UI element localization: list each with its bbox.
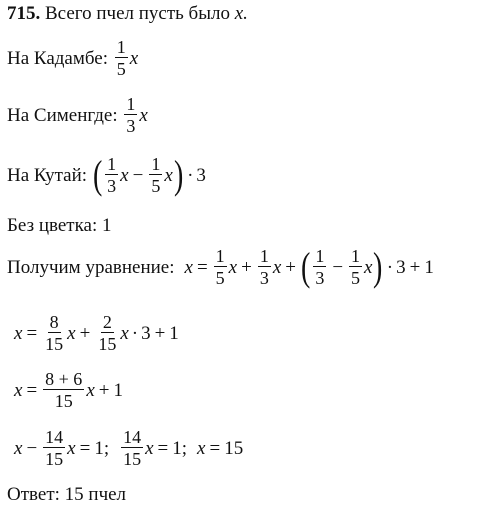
- var-x: x: [120, 164, 129, 186]
- numerator: 1: [351, 246, 361, 266]
- numerator: 8 + 6: [45, 369, 83, 389]
- fraction: [121, 428, 143, 468]
- var-x: x: [139, 104, 148, 126]
- plus-sign: +: [241, 256, 252, 278]
- kutai-line: [7, 152, 206, 197]
- fraction: [105, 155, 118, 195]
- denominator: 3: [107, 176, 117, 196]
- var-x: x: [14, 379, 23, 401]
- problem-number: 715.: [7, 3, 41, 24]
- denominator: 15: [54, 391, 73, 411]
- answer-text: Ответ: 15 пчел: [7, 484, 127, 505]
- step-3: [14, 428, 243, 468]
- var-x: x: [86, 379, 95, 401]
- var-x: x: [129, 47, 139, 69]
- fraction: [313, 247, 326, 287]
- equals-sign: =: [79, 437, 91, 459]
- denominator: 15: [123, 449, 142, 469]
- fraction: [149, 155, 162, 195]
- var-x: x: [184, 256, 193, 278]
- var-x: x: [272, 256, 282, 278]
- equals-sign: =: [26, 322, 38, 344]
- numerator: 8: [49, 312, 59, 332]
- fraction: [124, 95, 137, 135]
- times-sign: ·: [386, 256, 394, 278]
- numerator: 1: [116, 37, 126, 57]
- var-x: x: [120, 322, 129, 344]
- numerator: 2: [102, 312, 112, 332]
- fraction: [43, 370, 84, 410]
- var-x: x: [197, 437, 206, 459]
- kadamba-line: [7, 38, 138, 78]
- denominator: 5: [351, 268, 361, 288]
- var-x: x: [164, 164, 173, 186]
- minus-sign: −: [26, 437, 38, 459]
- var-x: x: [67, 437, 76, 459]
- equation-label: Получим уравнение:: [7, 256, 175, 278]
- minus-sign: −: [132, 164, 144, 186]
- numerator: 1: [259, 246, 269, 266]
- plus-sign: +: [285, 256, 296, 278]
- semicolon: ;: [103, 437, 110, 459]
- answer-line: [7, 485, 126, 504]
- number: 1: [424, 256, 434, 278]
- plus-sign: +: [154, 322, 166, 344]
- number: 3: [141, 322, 151, 344]
- problem-header: [7, 4, 248, 23]
- var-x: x: [145, 437, 154, 459]
- semicolon: ;: [181, 437, 188, 459]
- number: 1: [172, 437, 182, 459]
- simengda-line: [7, 95, 148, 135]
- denominator: 5: [151, 176, 161, 196]
- numerator: 1: [107, 154, 117, 174]
- times-sign: ·: [187, 164, 194, 186]
- denominator: 15: [45, 334, 64, 354]
- equals-sign: =: [209, 437, 221, 459]
- fraction: [43, 428, 65, 468]
- fraction: [349, 247, 362, 287]
- numerator: 1: [315, 246, 325, 266]
- plus-sign: +: [79, 322, 91, 344]
- denominator: 3: [259, 268, 269, 288]
- denominator: 3: [315, 268, 325, 288]
- numerator: 1: [151, 154, 161, 174]
- equation-line: [7, 244, 434, 289]
- denominator: 3: [126, 116, 136, 136]
- number: 1: [94, 437, 104, 459]
- right-paren: ): [373, 244, 383, 289]
- no-flower-line: [7, 216, 112, 235]
- times-sign: ·: [131, 322, 139, 344]
- left-paren: (: [92, 152, 103, 197]
- plus-sign: +: [98, 379, 110, 401]
- no-flower-text: Без цветка: 1: [7, 215, 112, 236]
- fraction: [258, 247, 271, 287]
- numerator: 1: [215, 246, 225, 266]
- fraction: [43, 313, 65, 353]
- number: 15: [224, 437, 244, 459]
- denominator: 15: [45, 449, 64, 469]
- simengda-label: На Сименгде:: [7, 104, 118, 126]
- equals-sign: =: [196, 256, 208, 278]
- var-x: x: [364, 256, 373, 278]
- numerator: 14: [45, 427, 64, 447]
- right-paren: ): [173, 152, 184, 197]
- number: 3: [396, 256, 406, 278]
- equals-sign: =: [26, 379, 38, 401]
- kutai-label: На Кутай:: [7, 164, 88, 186]
- fraction: [96, 313, 118, 353]
- var-x: x: [14, 437, 23, 459]
- step-1: [14, 313, 179, 353]
- numerator: 1: [126, 94, 136, 114]
- number: 1: [113, 379, 123, 401]
- fraction: [214, 247, 227, 287]
- fraction: [115, 38, 128, 78]
- plus-sign: +: [409, 256, 421, 278]
- problem-statement: Всего пчел пусть было: [45, 3, 230, 24]
- var-x: x: [14, 322, 23, 344]
- number: 3: [196, 164, 206, 186]
- minus-sign: −: [332, 256, 344, 278]
- left-paren: (: [300, 244, 311, 289]
- var-x: x.: [234, 3, 248, 24]
- var-x: x: [228, 256, 238, 278]
- kadamba-label: На Кадамбе:: [7, 47, 109, 69]
- var-x: x: [67, 322, 76, 344]
- denominator: 5: [116, 59, 126, 79]
- equals-sign: =: [157, 437, 169, 459]
- step-2: [14, 370, 123, 410]
- denominator: 5: [215, 268, 225, 288]
- number: 1: [169, 322, 179, 344]
- numerator: 14: [123, 427, 142, 447]
- denominator: 15: [98, 334, 117, 354]
